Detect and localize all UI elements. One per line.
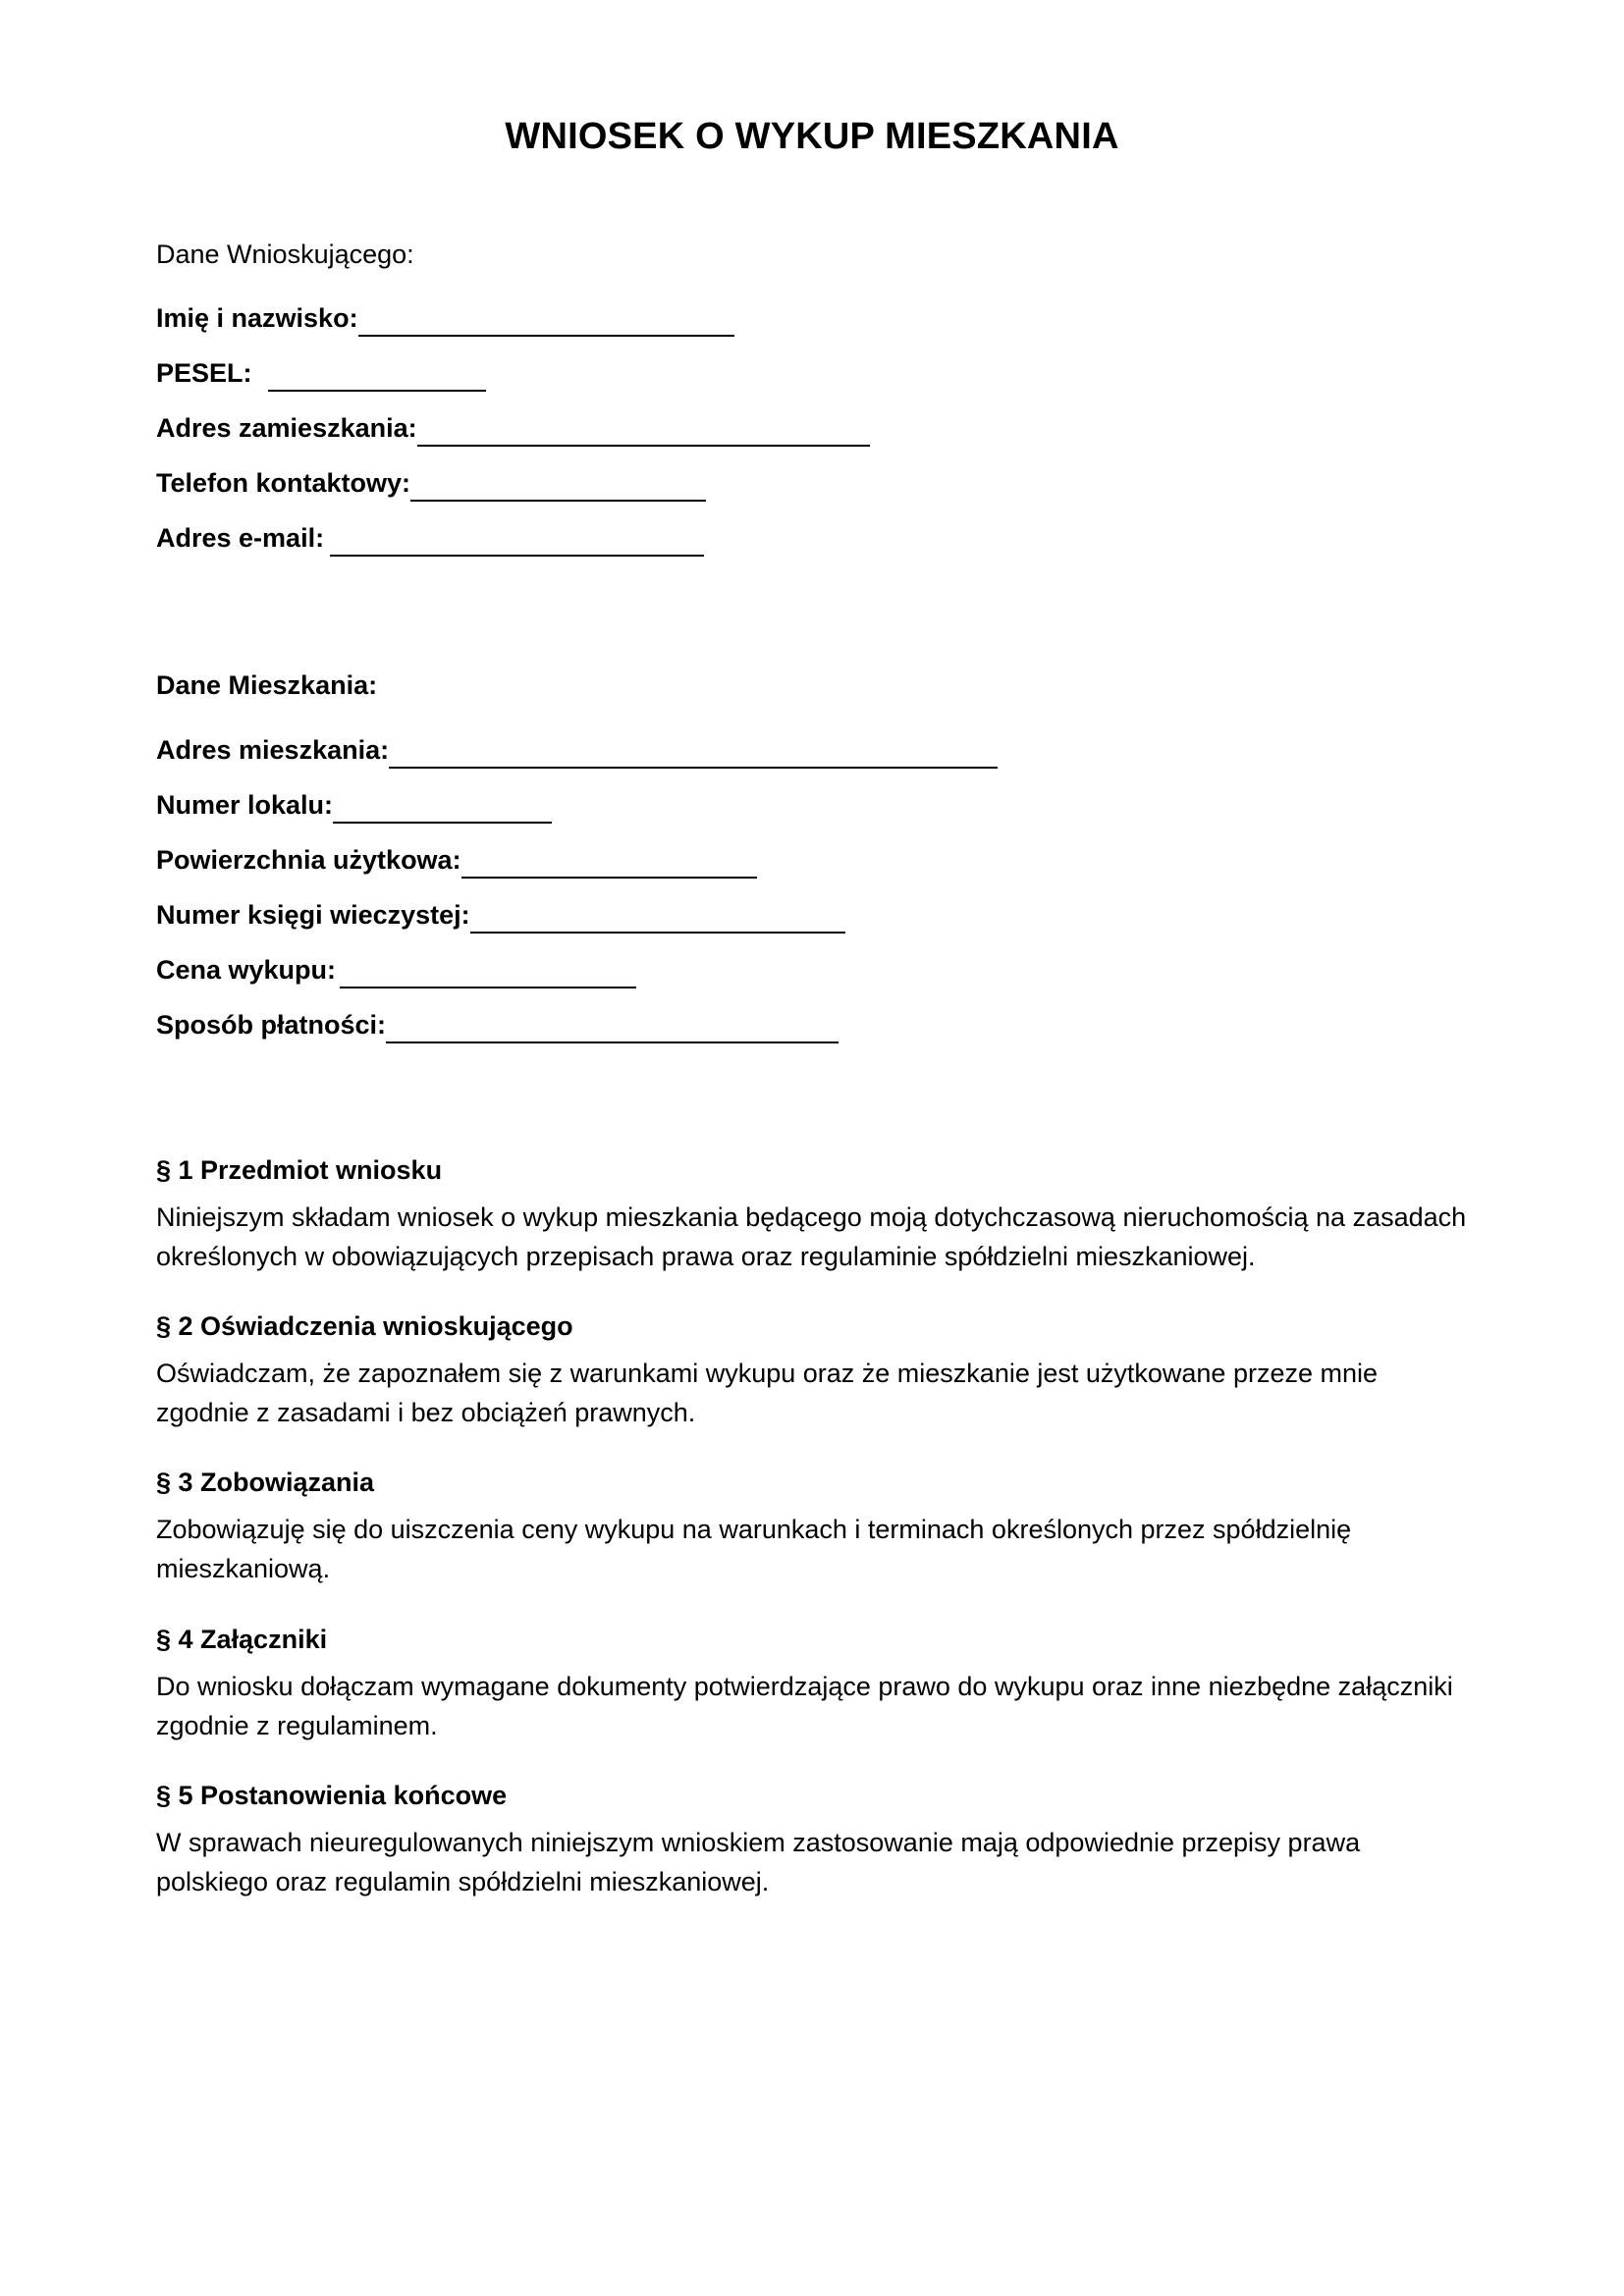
paragraph-3-heading: § 3 Zobowiązania <box>156 1468 375 1497</box>
pesel-field[interactable] <box>156 349 486 389</box>
usable-area-label: Powierzchnia użytkowa: <box>156 845 461 875</box>
paragraph-5-body: W sprawach nieuregulowanych niniejszym wnioskiem zastosowanie mają odpowiednie przepisy prawa polskiego oraz regulamin spółdzielni mieszkaniowej. <box>156 1828 1361 1896</box>
payment-method-blank-line[interactable] <box>386 1012 839 1043</box>
paragraph-1-heading: § 1 Przedmiot wniosku <box>156 1155 443 1185</box>
usable-area-field[interactable] <box>156 836 757 876</box>
email-blank-line[interactable] <box>330 525 704 557</box>
land-register-field[interactable] <box>156 891 845 931</box>
purchase-price-blank-line[interactable] <box>340 957 636 988</box>
apartment-address-label: Adres mieszkania: <box>156 735 390 765</box>
land-register-label: Numer księgi wieczystej: <box>156 900 470 930</box>
full-name-field[interactable] <box>156 294 734 334</box>
paragraph-4-body: Do wniosku dołączam wymagane dokumenty potwierdzające prawo do wykupu oraz inne niezbędne załączniki zgodnie z regulaminem. <box>156 1672 1453 1740</box>
applicant-section-heading: Dane Wnioskującego: <box>156 240 414 269</box>
paragraph-2-body: Oświadczam, że zapoznałem się z warunkami wykupu oraz że mieszkanie jest użytkowane przeze mnie zgodnie z zasadami i bez obciążeń prawnych. <box>156 1359 1379 1427</box>
email-label: Adres e-mail: <box>156 523 325 553</box>
paragraph-4-heading: § 4 Załączniki <box>156 1625 328 1654</box>
paragraph-1-body: Niniejszym składam wniosek o wykup mieszkania będącego moją dotychczasową nieruchomością na zasadach określonych w obowiązujących przepisach prawa oraz regulaminie spółdzielni mieszkaniowej. <box>156 1202 1467 1271</box>
unit-number-field[interactable] <box>156 781 552 821</box>
paragraph-5-heading: § 5 Postanowienia końcowe <box>156 1781 508 1810</box>
email-field[interactable] <box>156 514 704 554</box>
land-register-blank-line[interactable] <box>470 902 845 934</box>
usable-area-blank-line[interactable] <box>461 847 757 879</box>
phone-field[interactable] <box>156 459 706 499</box>
payment-method-field[interactable] <box>156 1001 839 1041</box>
unit-number-blank-line[interactable] <box>333 792 552 824</box>
paragraph-2-heading: § 2 Oświadczenia wnioskującego <box>156 1311 573 1341</box>
phone-label: Telefon kontaktowy: <box>156 468 411 498</box>
pesel-blank-line[interactable] <box>268 360 486 392</box>
phone-blank-line[interactable] <box>410 470 706 502</box>
payment-method-label: Sposób płatności: <box>156 1010 387 1040</box>
pesel-label: PESEL: <box>156 358 252 388</box>
full-name-blank-line[interactable] <box>358 305 734 337</box>
apartment-section-heading: Dane Mieszkania: <box>156 670 378 700</box>
purchase-price-label: Cena wykupu: <box>156 955 337 985</box>
apartment-address-field[interactable] <box>156 726 998 766</box>
full-name-label: Imię i nazwisko: <box>156 303 358 333</box>
home-address-field[interactable] <box>156 404 870 444</box>
home-address-label: Adres zamieszkania: <box>156 413 417 443</box>
home-address-blank-line[interactable] <box>417 415 870 447</box>
paragraph-3-body: Zobowiązuję się do uiszczenia ceny wykupu na warunkach i terminach określonych przez spółdzielnię mieszkaniową. <box>156 1515 1352 1583</box>
unit-number-label: Numer lokalu: <box>156 790 334 820</box>
apartment-address-blank-line[interactable] <box>389 737 998 769</box>
purchase-price-field[interactable] <box>156 946 636 986</box>
document-title: WNIOSEK O WYKUP MIESZKANIA <box>505 116 1119 157</box>
